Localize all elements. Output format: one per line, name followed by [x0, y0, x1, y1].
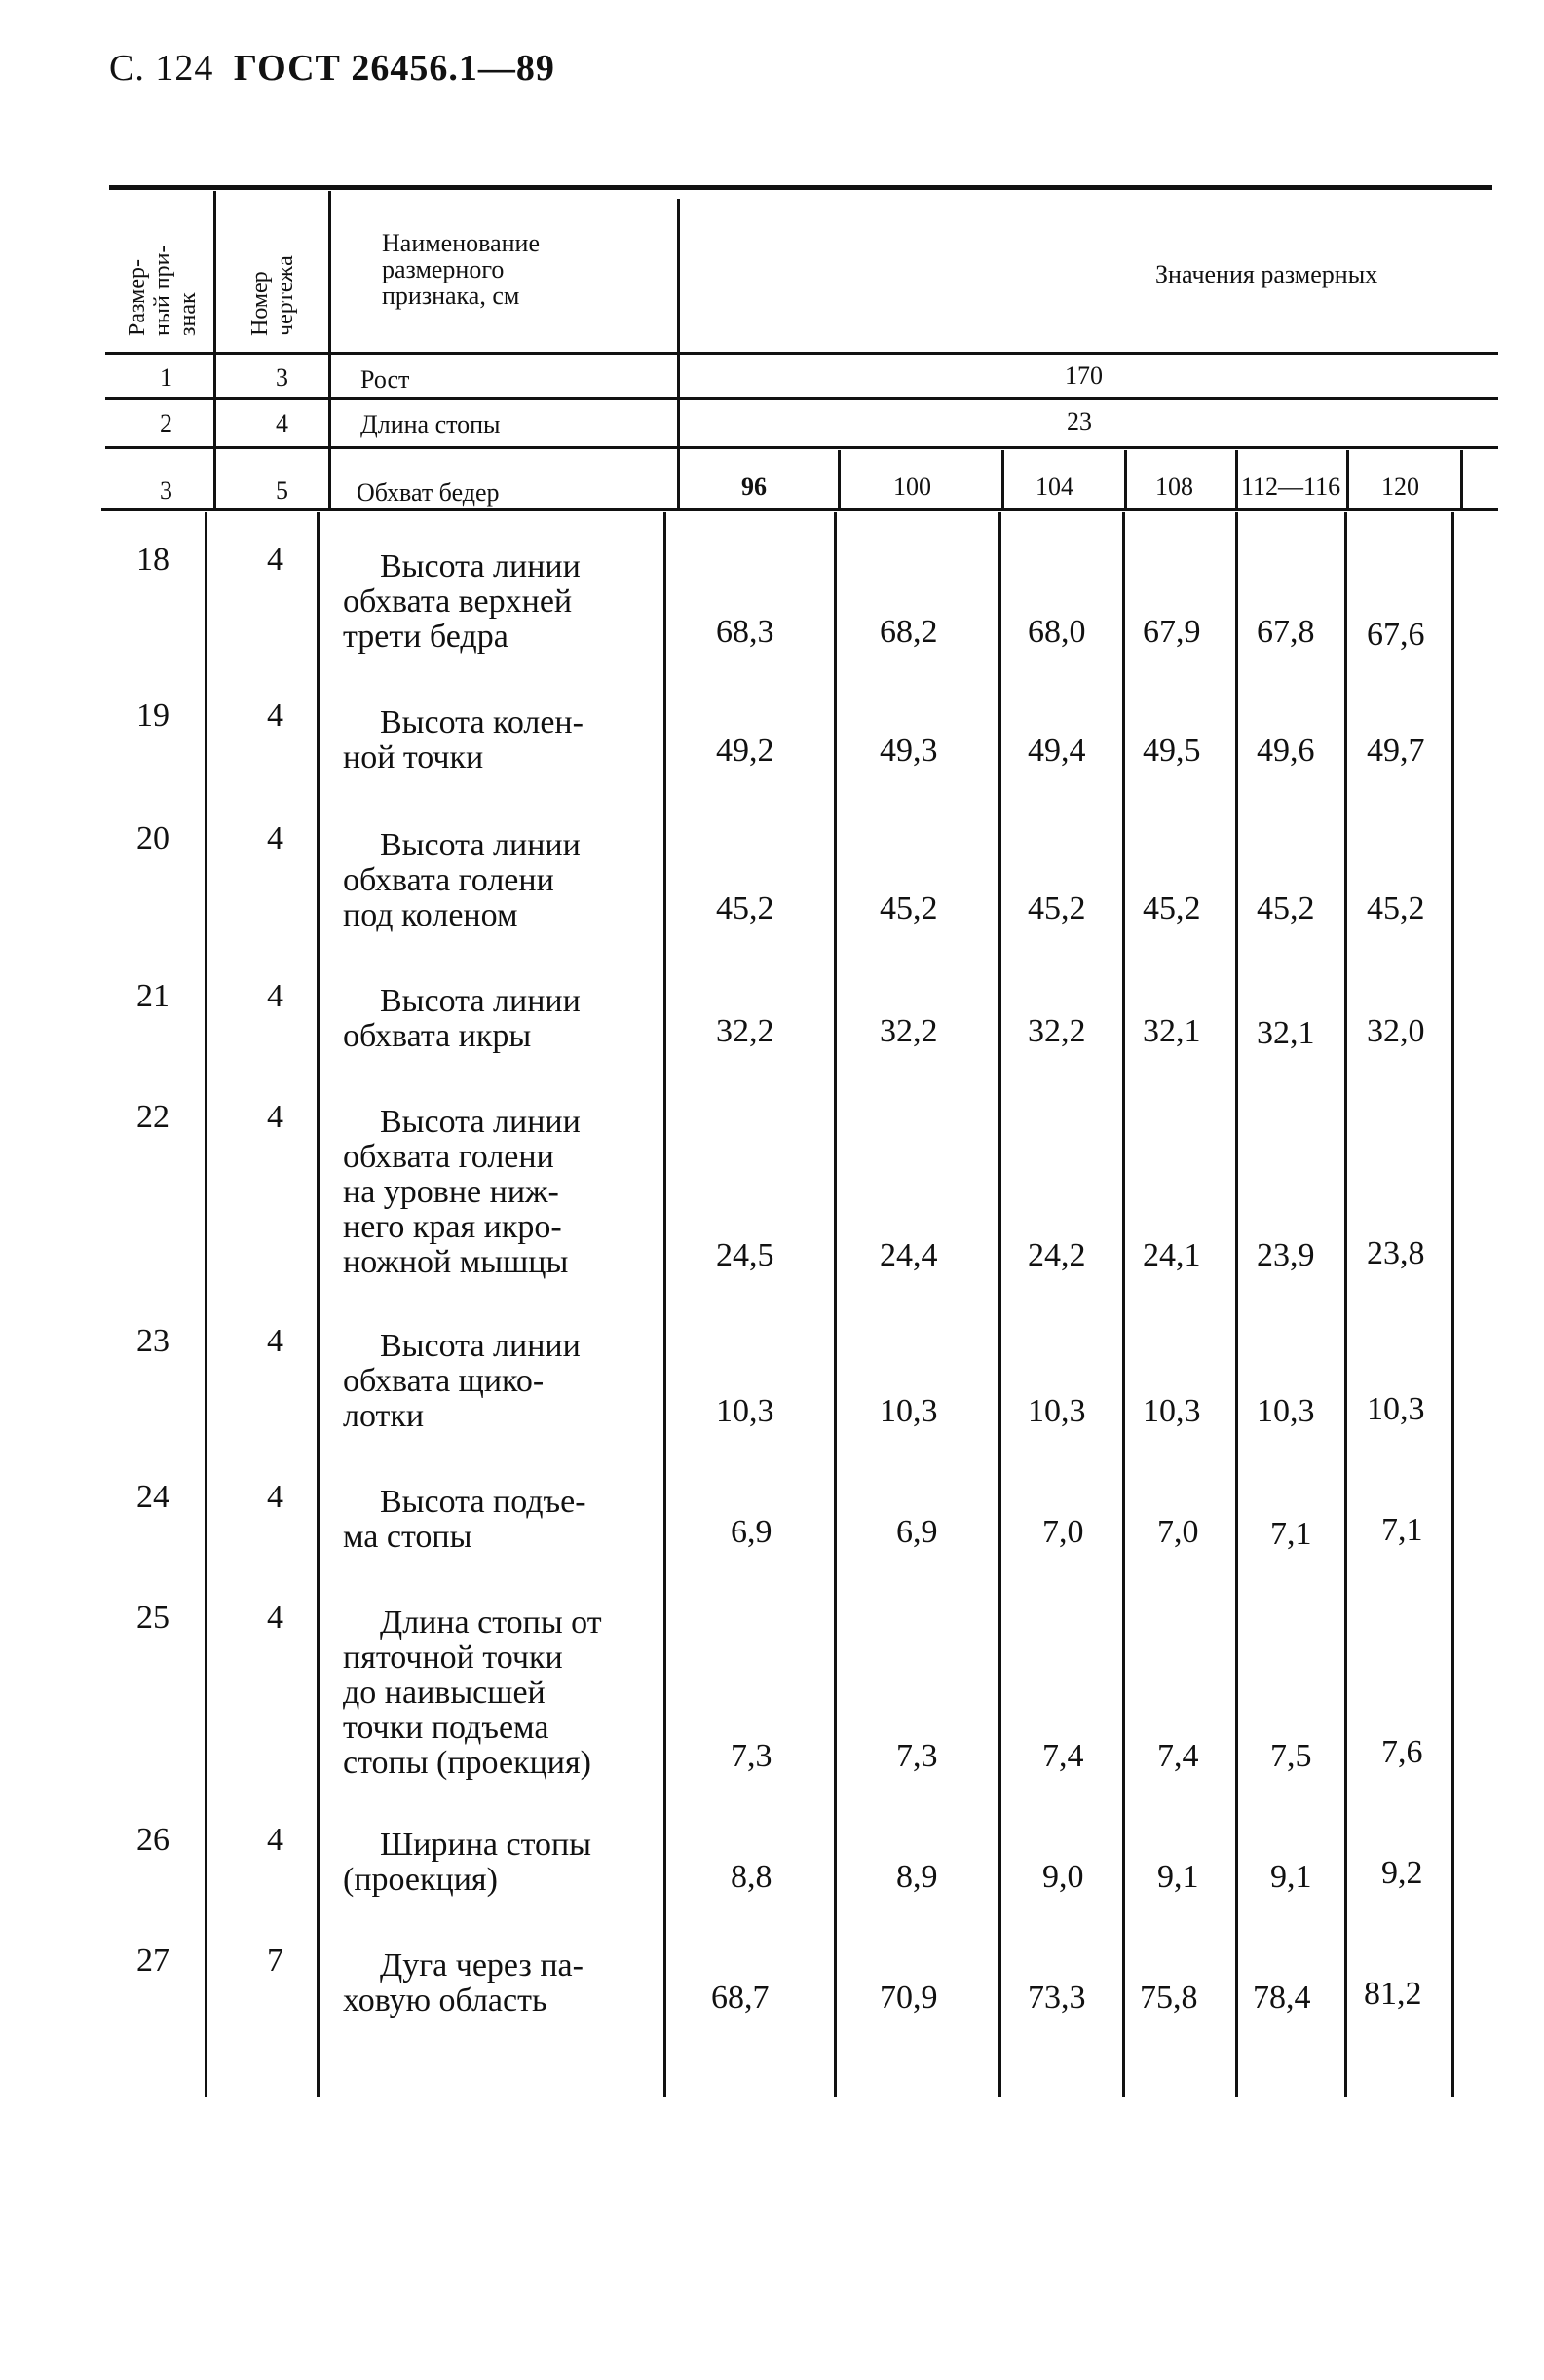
- param-name-1: Рост: [360, 365, 410, 394]
- row-value: 45,2: [1028, 890, 1086, 926]
- values-title: Значения размерных: [1155, 260, 1378, 288]
- row-value: 9,0: [1042, 1859, 1084, 1895]
- row-name: Высота подъе- ма стопы: [343, 1484, 586, 1555]
- param-drawing-2: 4: [276, 409, 288, 437]
- row-value: 7,1: [1381, 1512, 1423, 1548]
- row-value: 49,2: [716, 733, 774, 769]
- body-vline: [1451, 512, 1454, 2097]
- param-value-2: 23: [1067, 407, 1092, 435]
- row-value: 49,7: [1367, 733, 1425, 769]
- row-value: 9,2: [1381, 1855, 1423, 1891]
- header-vline-1: [213, 191, 216, 509]
- row-value: 8,8: [731, 1859, 772, 1895]
- header-vline-hip-6: [1460, 450, 1463, 509]
- row-value: 45,2: [1257, 890, 1315, 926]
- header-bottom-rule: [101, 508, 1498, 511]
- row-name: Ширина стопы (проекция): [343, 1827, 592, 1898]
- row-value: 68,2: [880, 614, 938, 650]
- row-drawing: 4: [267, 978, 283, 1014]
- row-value: 49,5: [1143, 733, 1201, 769]
- hip-drawing: 5: [276, 476, 288, 505]
- param-name-2: Длина стопы: [360, 410, 501, 438]
- row-value: 32,2: [1028, 1013, 1086, 1049]
- hip-value: 120: [1381, 472, 1419, 501]
- row-value: 23,8: [1367, 1235, 1425, 1271]
- row-name: Длина стопы от пяточной точки до наивысшей точки подъема стопы (проекция): [343, 1605, 602, 1781]
- standard-title: ГОСТ 26456.1—89: [233, 48, 555, 89]
- hip-value: 112—116: [1241, 472, 1341, 501]
- header-rule-3: [105, 446, 1498, 449]
- row-value: 45,2: [716, 890, 774, 926]
- row-value: 10,3: [1143, 1393, 1201, 1429]
- row-value: 32,2: [716, 1013, 774, 1049]
- row-num: 27: [136, 1943, 169, 1979]
- row-name: Высота линии обхвата верхней трети бедра: [343, 548, 581, 655]
- row-value: 10,3: [880, 1393, 938, 1429]
- row-drawing: 4: [267, 1323, 283, 1359]
- row-value: 6,9: [896, 1514, 938, 1550]
- page-header: [109, 47, 555, 90]
- row-value: 10,3: [1367, 1391, 1425, 1427]
- body-vline: [317, 512, 320, 2097]
- row-num: 23: [136, 1323, 169, 1359]
- hip-value: 108: [1155, 472, 1193, 501]
- row-value: 24,4: [880, 1237, 938, 1273]
- row-value: 67,8: [1257, 614, 1315, 650]
- row-value: 6,9: [731, 1514, 772, 1550]
- row-name: Высота линии обхвата икры: [343, 983, 581, 1054]
- row-num: 26: [136, 1822, 169, 1858]
- body-vline: [663, 512, 666, 2097]
- row-name: Высота линии обхвата щико- лотки: [343, 1328, 581, 1434]
- row-value: 49,4: [1028, 733, 1086, 769]
- row-value: 75,8: [1140, 1980, 1198, 2016]
- row-value: 45,2: [1143, 890, 1201, 926]
- row-value: 7,3: [731, 1738, 772, 1774]
- row-name: Высота линии обхвата голени на уровне ниж- него края икро- ножной мышцы: [343, 1104, 581, 1280]
- row-num: 25: [136, 1600, 169, 1636]
- col3-title: Наименование размерного признака, см: [382, 229, 540, 310]
- header-vline-hip-3: [1124, 450, 1127, 509]
- body-vline: [834, 512, 837, 2097]
- hip-value: 96: [741, 472, 767, 501]
- row-drawing: 4: [267, 820, 283, 856]
- row-value: 49,6: [1257, 733, 1315, 769]
- body-vline: [998, 512, 1001, 2097]
- row-name: Высота линии обхвата голени под коленом: [343, 827, 581, 933]
- row-value: 9,1: [1157, 1859, 1199, 1895]
- row-value: 68,0: [1028, 614, 1086, 650]
- row-name: Высота колен- ной точки: [343, 704, 584, 775]
- page-label: С. 124: [109, 48, 214, 89]
- col1-title: Размер- ный при- знак: [125, 245, 201, 336]
- row-drawing: 7: [267, 1943, 283, 1979]
- row-value: 10,3: [1257, 1393, 1315, 1429]
- row-num: 21: [136, 978, 169, 1014]
- row-value: 45,2: [1367, 890, 1425, 926]
- row-value: 7,5: [1270, 1738, 1312, 1774]
- row-value: 81,2: [1364, 1976, 1422, 2012]
- row-value: 10,3: [716, 1393, 774, 1429]
- row-drawing: 4: [267, 1600, 283, 1636]
- row-value: 7,4: [1157, 1738, 1199, 1774]
- row-drawing: 4: [267, 1099, 283, 1135]
- row-drawing: 4: [267, 1479, 283, 1515]
- row-num: 18: [136, 542, 169, 578]
- table-top-rule: [109, 185, 1492, 190]
- row-value: 73,3: [1028, 1980, 1086, 2016]
- row-value: 32,1: [1143, 1013, 1201, 1049]
- hip-value: 104: [1036, 472, 1073, 501]
- header-rule-2: [105, 397, 1498, 400]
- row-value: 8,9: [896, 1859, 938, 1895]
- row-value: 7,0: [1157, 1514, 1199, 1550]
- hip-num: 3: [160, 476, 172, 505]
- header-vline-hip-5: [1346, 450, 1349, 509]
- body-vline: [1235, 512, 1238, 2097]
- header-vline-hip-1: [838, 450, 841, 509]
- row-value: 23,9: [1257, 1237, 1315, 1273]
- row-value: 24,5: [716, 1237, 774, 1273]
- row-value: 7,4: [1042, 1738, 1084, 1774]
- row-value: 78,4: [1253, 1980, 1311, 2016]
- row-value: 45,2: [880, 890, 938, 926]
- row-value: 68,7: [711, 1980, 770, 2016]
- header-rule-1: [105, 352, 1498, 355]
- row-value: 67,6: [1367, 617, 1425, 653]
- row-drawing: 4: [267, 542, 283, 578]
- row-value: 24,1: [1143, 1237, 1201, 1273]
- row-drawing: 4: [267, 1822, 283, 1858]
- row-value: 9,1: [1270, 1859, 1312, 1895]
- row-value: 7,0: [1042, 1514, 1084, 1550]
- body-vline: [1344, 512, 1347, 2097]
- row-num: 20: [136, 820, 169, 856]
- body-vline: [205, 512, 207, 2097]
- row-num: 24: [136, 1479, 169, 1515]
- row-value: 70,9: [880, 1980, 938, 2016]
- hip-name: Обхват бедер: [357, 478, 500, 507]
- row-value: 32,1: [1257, 1015, 1315, 1051]
- param-num-2: 2: [160, 409, 172, 437]
- header-vline-2: [328, 191, 331, 509]
- row-value: 32,2: [880, 1013, 938, 1049]
- row-value: 32,0: [1367, 1013, 1425, 1049]
- row-value: 24,2: [1028, 1237, 1086, 1273]
- header-vline-hip-2: [1001, 450, 1004, 509]
- row-value: 67,9: [1143, 614, 1201, 650]
- row-value: 7,3: [896, 1738, 938, 1774]
- row-drawing: 4: [267, 698, 283, 734]
- param-drawing-1: 3: [276, 363, 288, 392]
- row-value: 68,3: [716, 614, 774, 650]
- col2-title: Номер чертежа: [247, 255, 298, 336]
- header-vline-hip-4: [1235, 450, 1238, 509]
- param-num-1: 1: [160, 363, 172, 392]
- param-value-1: 170: [1065, 361, 1103, 390]
- row-value: 7,6: [1381, 1734, 1423, 1770]
- row-value: 7,1: [1270, 1516, 1312, 1552]
- row-num: 22: [136, 1099, 169, 1135]
- row-value: 49,3: [880, 733, 938, 769]
- body-vline: [1122, 512, 1125, 2097]
- row-value: 10,3: [1028, 1393, 1086, 1429]
- row-name: Дуга через па- ховую область: [343, 1947, 584, 2019]
- header-vline-3: [677, 199, 680, 509]
- hip-value: 100: [893, 472, 931, 501]
- row-num: 19: [136, 698, 169, 734]
